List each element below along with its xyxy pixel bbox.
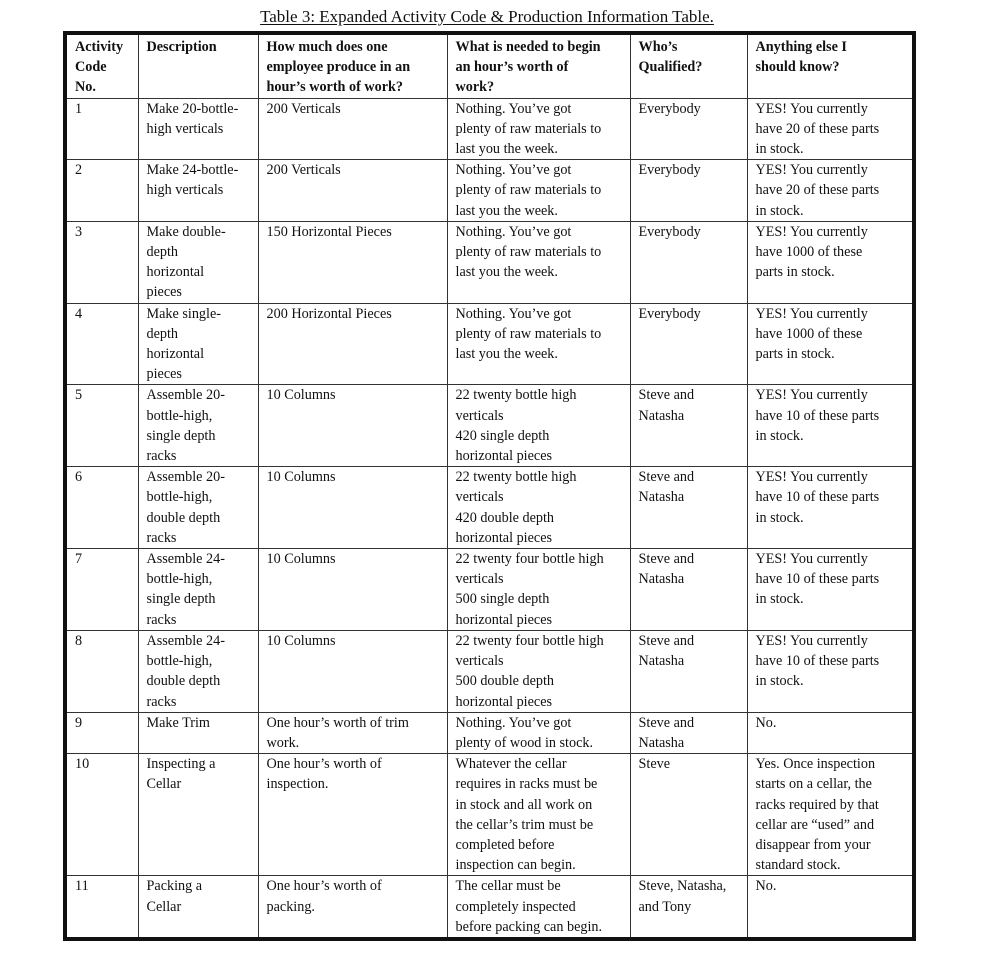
cell-line: racks — [146, 611, 177, 628]
cell-line: Make Trim — [146, 714, 210, 731]
cell-activity-code — [65, 221, 138, 303]
cell-line: One hour’s worth of trim — [266, 714, 409, 731]
cell-prerequisites — [447, 876, 630, 939]
cell-hourly-output — [258, 467, 447, 549]
cell-line: Steve and — [638, 469, 695, 486]
cell-line: Steve — [638, 756, 671, 773]
cell-line: pieces — [146, 284, 182, 301]
cell-notes — [747, 160, 914, 222]
header-prerequisites — [447, 33, 630, 98]
cell-qualified-staff — [630, 712, 747, 753]
cell-line: Make 20-bottle- — [146, 100, 239, 117]
cell-activity-code — [65, 876, 138, 939]
cell-line: horizontal pieces — [455, 611, 553, 628]
header-qualified-staff — [630, 33, 747, 98]
cell-hourly-output — [258, 303, 447, 385]
table-row — [65, 160, 914, 222]
cell-line: YES! You currently — [755, 551, 868, 568]
cell-line: in stock. — [755, 427, 804, 444]
cell-line: racks — [146, 693, 177, 710]
cell-line: Assemble 20- — [146, 469, 225, 486]
cell-line: plenty of raw materials to — [455, 244, 602, 261]
cell-description — [138, 303, 258, 385]
cell-line: high verticals — [146, 120, 224, 137]
cell-line: 420 double depth — [455, 509, 555, 526]
cell-line: last you the week. — [455, 202, 558, 219]
cell-line: hour’s worth of work? — [266, 79, 403, 96]
cell-hourly-output — [258, 160, 447, 222]
table-header — [65, 33, 914, 98]
cell-hourly-output — [258, 385, 447, 467]
cell-line: depth — [146, 325, 179, 342]
cell-line: Qualified? — [638, 59, 703, 76]
cell-line: 200 Verticals — [266, 162, 341, 179]
cell-line: and Tony — [638, 898, 692, 915]
cell-line: Assemble 24- — [146, 551, 225, 568]
cell-line: 500 double depth — [455, 673, 555, 690]
cell-line: Cellar — [146, 776, 182, 793]
cell-notes — [747, 98, 914, 160]
cell-line: Steve and — [638, 632, 695, 649]
cell-line: Everybody — [638, 100, 701, 117]
cell-description — [138, 630, 258, 712]
cell-hourly-output — [258, 712, 447, 753]
cell-line: starts on a cellar, the — [755, 776, 872, 793]
cell-qualified-staff — [630, 754, 747, 876]
cell-line: should know? — [755, 59, 840, 76]
cell-line: plenty of raw materials to — [455, 325, 602, 342]
cell-line: 22 twenty four bottle high — [455, 632, 604, 649]
cell-line: The cellar must be — [455, 878, 561, 895]
cell-line: Assemble 24- — [146, 632, 225, 649]
header-row — [65, 33, 914, 98]
cell-qualified-staff — [630, 385, 747, 467]
cell-line: YES! You currently — [755, 387, 868, 404]
cell-description — [138, 385, 258, 467]
cell-line: work. — [266, 734, 300, 751]
cell-line: Activity — [75, 39, 124, 55]
cell-line: parts in stock. — [755, 346, 835, 363]
cell-hourly-output — [258, 549, 447, 631]
cell-prerequisites — [447, 630, 630, 712]
cell-line: an hour’s worth of — [455, 59, 569, 76]
cell-qualified-staff — [630, 630, 747, 712]
cell-qualified-staff — [630, 221, 747, 303]
cell-prerequisites — [447, 467, 630, 549]
cell-line: One hour’s worth of — [266, 878, 382, 895]
cell-line: verticals — [455, 653, 504, 670]
cell-qualified-staff — [630, 303, 747, 385]
cell-qualified-staff — [630, 98, 747, 160]
table-row — [65, 385, 914, 467]
cell-line: verticals — [455, 407, 504, 424]
cell-qualified-staff — [630, 549, 747, 631]
cell-line: No. — [755, 878, 777, 895]
cell-hourly-output — [258, 221, 447, 303]
header-description — [138, 33, 258, 98]
cell-line: 200 Horizontal Pieces — [266, 305, 392, 322]
cell-line: have 10 of these parts — [755, 489, 880, 506]
cell-line: work? — [455, 79, 495, 96]
cell-line: YES! You currently — [755, 469, 868, 486]
cell-line: the cellar’s trim must be — [455, 816, 594, 833]
cell-line: 10 — [75, 756, 90, 773]
table-row — [65, 630, 914, 712]
cell-line: bottle-high, — [146, 489, 213, 506]
cell-line: have 20 of these parts — [755, 120, 880, 137]
activity-code-table — [63, 31, 916, 941]
cell-line: YES! You currently — [755, 100, 868, 117]
cell-description — [138, 712, 258, 753]
cell-line: Everybody — [638, 305, 701, 322]
cell-line: horizontal — [146, 346, 205, 363]
cell-line: last you the week. — [455, 141, 558, 158]
cell-line: Natasha — [638, 653, 685, 670]
cell-line: double depth — [146, 509, 221, 526]
cell-line: 420 single depth — [455, 427, 550, 444]
cell-activity-code — [65, 549, 138, 631]
cell-description — [138, 754, 258, 876]
cell-line: single depth — [146, 427, 216, 444]
cell-prerequisites — [447, 160, 630, 222]
cell-line: 500 single depth — [455, 591, 550, 608]
cell-line: standard stock. — [755, 857, 841, 874]
cell-notes — [747, 303, 914, 385]
cell-line: 2 — [75, 162, 83, 179]
cell-activity-code — [65, 467, 138, 549]
cell-line: have 10 of these parts — [755, 653, 880, 670]
cell-line: 10 Columns — [266, 551, 336, 568]
cell-line: 7 — [75, 551, 83, 568]
cell-line: requires in racks must be — [455, 776, 598, 793]
cell-line: last you the week. — [455, 346, 558, 363]
cell-line: packing. — [266, 898, 315, 915]
cell-activity-code — [65, 712, 138, 753]
cell-line: disappear from your — [755, 836, 871, 853]
cell-line: in stock and all work on — [455, 796, 593, 813]
cell-line: have 10 of these parts — [755, 571, 880, 588]
cell-description — [138, 98, 258, 160]
cell-line: Yes. Once inspection — [755, 756, 876, 773]
cell-prerequisites — [447, 549, 630, 631]
cell-line: plenty of wood in stock. — [455, 734, 594, 751]
cell-description — [138, 467, 258, 549]
cell-prerequisites — [447, 712, 630, 753]
cell-line: bottle-high, — [146, 571, 213, 588]
cell-line: horizontal — [146, 264, 205, 281]
cell-activity-code — [65, 98, 138, 160]
table-row — [65, 467, 914, 549]
cell-line: racks — [146, 448, 177, 465]
cell-line: Natasha — [638, 489, 685, 506]
cell-hourly-output — [258, 754, 447, 876]
cell-notes — [747, 385, 914, 467]
cell-line: 8 — [75, 632, 83, 649]
cell-activity-code — [65, 160, 138, 222]
cell-line: Everybody — [638, 162, 701, 179]
cell-line: 1 — [75, 100, 83, 117]
cell-line: Steve and — [638, 387, 695, 404]
cell-line: Natasha — [638, 571, 685, 588]
header-hourly-output — [258, 33, 447, 98]
cell-line: 22 twenty bottle high — [455, 387, 577, 404]
cell-activity-code — [65, 385, 138, 467]
cell-line: 11 — [75, 878, 89, 895]
table-caption: Table 3: Expanded Activity Code & Production Information Table. — [260, 7, 714, 26]
cell-line: inspection can begin. — [455, 857, 576, 874]
cell-line: 150 Horizontal Pieces — [266, 223, 392, 240]
cell-line: Natasha — [638, 407, 685, 424]
cell-line: inspection. — [266, 776, 329, 793]
cell-line: before packing can begin. — [455, 918, 603, 935]
cell-description — [138, 549, 258, 631]
cell-activity-code — [65, 630, 138, 712]
cell-notes — [747, 467, 914, 549]
cell-qualified-staff — [630, 467, 747, 549]
cell-line: cellar are “used” and — [755, 816, 875, 833]
cell-line: in stock. — [755, 591, 804, 608]
cell-line: One hour’s worth of — [266, 756, 382, 773]
cell-description — [138, 876, 258, 939]
cell-line: Assemble 20- — [146, 387, 225, 404]
cell-line: 10 Columns — [266, 387, 336, 404]
cell-notes — [747, 712, 914, 753]
cell-qualified-staff — [630, 160, 747, 222]
cell-line: Anything else I — [755, 39, 847, 55]
cell-notes — [747, 876, 914, 939]
cell-line: 200 Verticals — [266, 100, 341, 117]
cell-line: in stock. — [755, 202, 804, 219]
cell-line: 22 twenty four bottle high — [455, 551, 604, 568]
cell-line: Packing a — [146, 878, 203, 895]
cell-line: verticals — [455, 489, 504, 506]
cell-line: Cellar — [146, 898, 182, 915]
cell-qualified-staff — [630, 876, 747, 939]
cell-line: No. — [75, 79, 96, 96]
cell-line: YES! You currently — [755, 162, 868, 179]
cell-prerequisites — [447, 385, 630, 467]
cell-line: verticals — [455, 571, 504, 588]
cell-line: Natasha — [638, 734, 685, 751]
cell-line: in stock. — [755, 509, 804, 526]
cell-line: plenty of raw materials to — [455, 120, 602, 137]
cell-line: Nothing. You’ve got — [455, 223, 572, 240]
cell-line: double depth — [146, 673, 221, 690]
cell-line: depth — [146, 244, 179, 261]
cell-prerequisites — [447, 303, 630, 385]
cell-line: What is needed to begin — [455, 39, 601, 55]
cell-line: Nothing. You’ve got — [455, 100, 572, 117]
cell-line: parts in stock. — [755, 264, 835, 281]
cell-line: Make double- — [146, 223, 226, 240]
cell-line: 5 — [75, 387, 83, 404]
cell-line: have 10 of these parts — [755, 407, 880, 424]
cell-description — [138, 221, 258, 303]
cell-line: 10 Columns — [266, 469, 336, 486]
cell-line: horizontal pieces — [455, 448, 553, 465]
cell-line: have 20 of these parts — [755, 182, 880, 199]
header-activity-code — [65, 33, 138, 98]
cell-line: pieces — [146, 366, 182, 383]
cell-line: horizontal pieces — [455, 693, 553, 710]
cell-line: bottle-high, — [146, 653, 213, 670]
cell-line: YES! You currently — [755, 223, 868, 240]
table-row — [65, 754, 914, 876]
cell-line: racks required by that — [755, 796, 879, 813]
cell-line: 9 — [75, 714, 83, 731]
cell-line: have 1000 of these — [755, 244, 863, 261]
table-row — [65, 876, 914, 939]
cell-line: Code — [75, 59, 107, 76]
cell-line: Nothing. You’ve got — [455, 162, 572, 179]
cell-line: have 1000 of these — [755, 325, 863, 342]
cell-line: Nothing. You’ve got — [455, 305, 572, 322]
table-body — [65, 98, 914, 939]
cell-line: Steve and — [638, 714, 695, 731]
cell-line: 10 Columns — [266, 632, 336, 649]
cell-line: racks — [146, 529, 177, 546]
cell-line: in stock. — [755, 673, 804, 690]
cell-line: employee produce in an — [266, 59, 411, 76]
cell-hourly-output — [258, 630, 447, 712]
cell-prerequisites — [447, 98, 630, 160]
cell-line: Make single- — [146, 305, 221, 322]
cell-line: Whatever the cellar — [455, 756, 567, 773]
cell-line: last you the week. — [455, 264, 558, 281]
cell-prerequisites — [447, 754, 630, 876]
cell-activity-code — [65, 754, 138, 876]
cell-line: YES! You currently — [755, 632, 868, 649]
cell-line: Make 24-bottle- — [146, 162, 239, 179]
table-row — [65, 549, 914, 631]
cell-line: 6 — [75, 469, 83, 486]
cell-line: high verticals — [146, 182, 224, 199]
cell-activity-code — [65, 303, 138, 385]
cell-hourly-output — [258, 98, 447, 160]
cell-line: Steve, Natasha, — [638, 878, 727, 895]
cell-line: horizontal pieces — [455, 529, 553, 546]
cell-line: completely inspected — [455, 898, 576, 915]
table-row — [65, 221, 914, 303]
cell-notes — [747, 754, 914, 876]
cell-prerequisites — [447, 221, 630, 303]
cell-line: Description — [146, 39, 217, 55]
cell-line: plenty of raw materials to — [455, 182, 602, 199]
cell-line: Nothing. You’ve got — [455, 714, 572, 731]
cell-line: No. — [755, 714, 777, 731]
cell-line: 4 — [75, 305, 83, 322]
cell-line: 22 twenty bottle high — [455, 469, 577, 486]
cell-line: Who’s — [638, 39, 678, 55]
cell-line: Inspecting a — [146, 756, 216, 773]
cell-line: Steve and — [638, 551, 695, 568]
table-row — [65, 98, 914, 160]
cell-notes — [747, 549, 914, 631]
cell-line: bottle-high, — [146, 407, 213, 424]
cell-notes — [747, 221, 914, 303]
cell-line: 3 — [75, 223, 83, 240]
cell-description — [138, 160, 258, 222]
cell-line: completed before — [455, 836, 555, 853]
cell-line: Everybody — [638, 223, 701, 240]
cell-line: in stock. — [755, 141, 804, 158]
cell-hourly-output — [258, 876, 447, 939]
cell-line: How much does one — [266, 39, 388, 55]
cell-notes — [747, 630, 914, 712]
cell-line: YES! You currently — [755, 305, 868, 322]
cell-line: single depth — [146, 591, 216, 608]
table-row — [65, 712, 914, 753]
table-row — [65, 303, 914, 385]
header-notes — [747, 33, 914, 98]
